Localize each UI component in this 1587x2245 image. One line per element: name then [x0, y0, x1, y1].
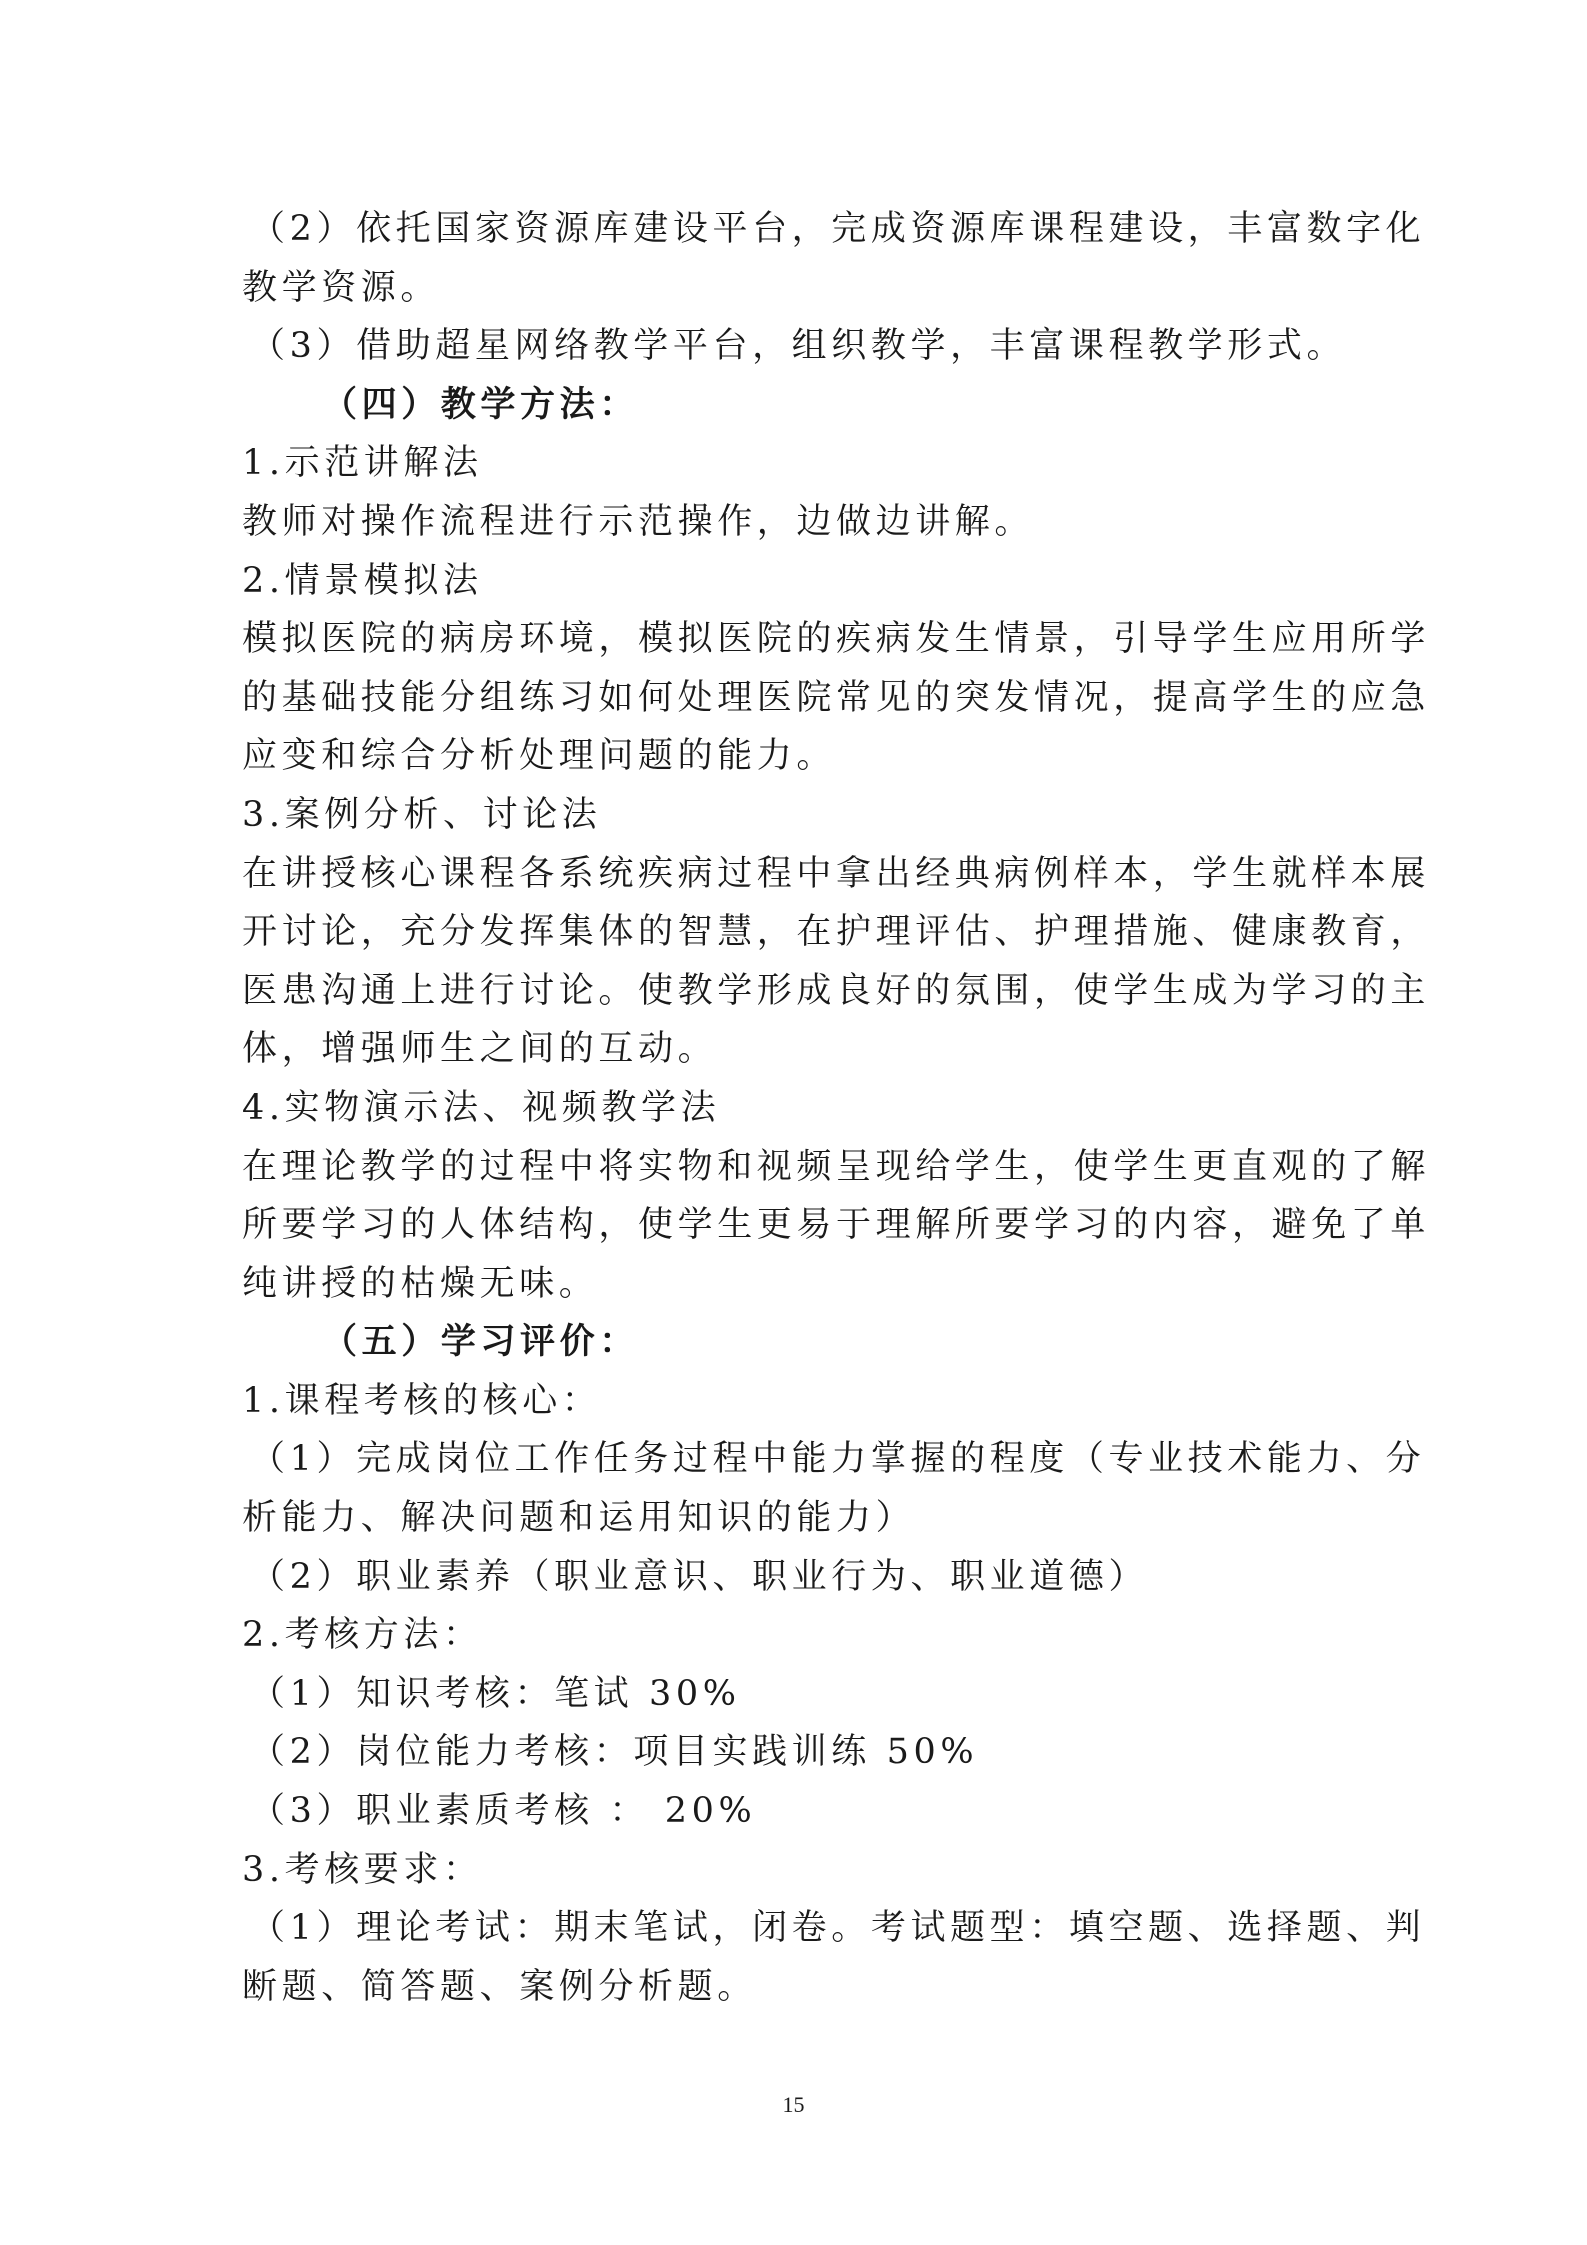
text-line: 在理论教学的过程中将实物和视频呈现给学生，使学生更直观的了解	[242, 1146, 1431, 1187]
text-line: 体，增强师生之间的互动。	[242, 1029, 718, 1070]
subsection-title: 4.实物演示法、视频教学法	[242, 1087, 721, 1128]
text-line: （3）职业素质考核 ： 20%	[250, 1791, 757, 1832]
subsection-title: 3.考核要求：	[242, 1849, 483, 1890]
text-line: （2）职业素养（职业意识、职业行为、职业道德）	[250, 1556, 1149, 1597]
subsection-title: 1.课程考核的核心：	[242, 1380, 602, 1421]
text-line: 开讨论，充分发挥集体的智慧，在护理评估、护理措施、健康教育，	[242, 912, 1431, 953]
subsection-title: 1.示范讲解法	[242, 443, 483, 484]
text-line: 医患沟通上进行讨论。使教学形成良好的氛围，使学生成为学习的主	[242, 970, 1431, 1011]
text-line: （1）理论考试：期末笔试，闭卷。考试题型：填空题、选择题、判	[250, 1908, 1426, 1949]
text-line: 所要学习的人体结构，使学生更易于理解所要学习的内容，避免了单	[242, 1205, 1431, 1246]
text-line: 断题、简答题、案例分析题。	[242, 1966, 757, 2007]
text-line: （2）依托国家资源库建设平台，完成资源库课程建设，丰富数字化	[250, 209, 1426, 249]
text-line: 纯讲授的枯燥无味。	[242, 1263, 599, 1304]
text-line: 应变和综合分析处理问题的能力。	[242, 736, 837, 777]
text-line: 教学资源。	[242, 267, 441, 308]
subsection-title: 2.考核方法：	[242, 1615, 483, 1656]
section-heading: （五）学习评价：	[322, 1321, 639, 1363]
subsection-title: 2.情景模拟法	[242, 560, 483, 601]
text-line: 模拟医院的病房环境，模拟医院的疾病发生情景，引导学生应用所学	[242, 619, 1431, 660]
page-number: 15	[782, 2092, 805, 2117]
text-line: 析能力、解决问题和运用知识的能力）	[242, 1498, 916, 1539]
text-line: 的基础技能分组练习如何处理医院常见的突发情况，提高学生的应急	[242, 677, 1431, 718]
text-line: （3）借助超星网络教学平台，组织教学，丰富课程教学形式。	[250, 326, 1347, 367]
text-line: （1）知识考核：笔试 30%	[250, 1673, 741, 1714]
subsection-title: 3.案例分析、讨论法	[242, 794, 602, 835]
text-line: （1）完成岗位工作任务过程中能力掌握的程度（专业技术能力、分	[250, 1439, 1426, 1480]
section-heading: （四）教学方法：	[322, 383, 639, 425]
text-line: 教师对操作流程进行示范操作，边做边讲解。	[242, 501, 1035, 542]
document-body	[242, 200, 1431, 2016]
text-line: 在讲授核心课程各系统疾病过程中拿出经典病例样本，学生就样本展	[242, 853, 1431, 894]
text-line: （2）岗位能力考核：项目实践训练 50%	[250, 1732, 979, 1773]
